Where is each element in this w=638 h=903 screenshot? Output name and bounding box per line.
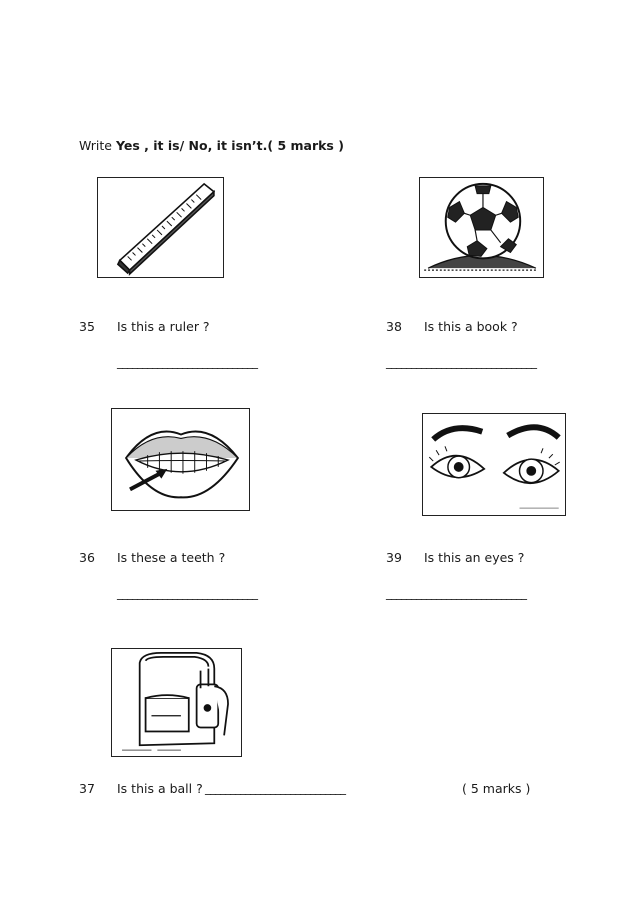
question-number-36: 36 [79,550,95,565]
answer-line-37[interactable]: ____________________________ [205,781,345,795]
question-number-38: 38 [386,319,402,334]
eyes-icon [423,414,565,515]
answer-line-39[interactable]: ____________________________ [386,586,526,600]
question-text-35: Is this a ruler ? [117,319,210,334]
instruction-prefix: Write [79,138,113,153]
answer-line-35[interactable]: ____________________________ [117,355,257,369]
question-text-36: Is these a teeth ? [117,550,226,565]
question-number-37: 37 [79,781,95,796]
instruction-bold: Yes , it is/ No, it isn’t.( 5 marks ) [116,138,344,153]
answer-line-38[interactable]: ______________________________ [386,355,536,369]
question-text-39: Is this an eyes ? [424,550,525,565]
instruction [79,138,344,153]
footer-marks: ( 5 marks ) [462,781,531,796]
soccer-ball-picture [419,177,544,278]
answer-line-36[interactable]: ____________________________ [117,586,257,600]
mouth-teeth-icon [112,409,249,510]
question-text-37: Is this a ball ? [117,781,203,796]
school-bag-picture [111,648,242,757]
ruler-icon [98,178,223,277]
mouth-picture [111,408,250,511]
question-text-38: Is this a book ? [424,319,518,334]
ruler-picture [97,177,224,278]
soccer-ball-icon [420,178,543,277]
question-number-39: 39 [386,550,402,565]
school-bag-icon [112,649,241,756]
eyes-picture [422,413,566,516]
question-number-35: 35 [79,319,95,334]
